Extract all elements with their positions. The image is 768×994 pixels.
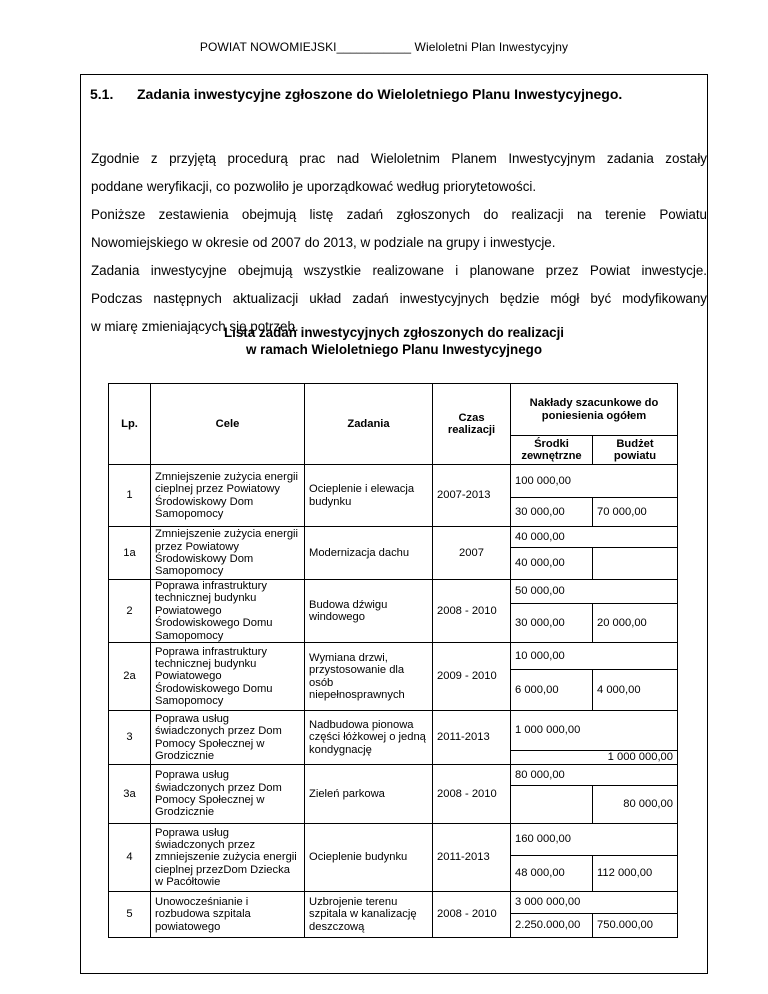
cell-cel: Poprawa usług świadczonych przez Dom Pomocy Społecznej w Grodzicznie	[151, 711, 305, 765]
cell-cel: Zmniejszenie zużycia energii cieplnej przez Powiatowy Środowiskowy Dom Samopomocy	[151, 465, 305, 527]
cell-lp: 1	[109, 465, 151, 527]
cell-budzet: 750.000,00	[593, 914, 678, 938]
cell-zadanie: Zieleń parkowa	[305, 765, 433, 824]
table-row	[109, 580, 678, 604]
cell-srodki: 6 000,00	[511, 670, 593, 711]
cell-total: 3 000 000,00	[511, 892, 678, 914]
cell-total: 80 000,00	[511, 765, 678, 786]
page-header: POWIAT NOWOMIEJSKI___________ Wieloletni Plan Inwestycyjny	[199, 40, 569, 54]
table-title	[80, 324, 708, 358]
cell-zadanie: Ocieplenie i elewacja budynku	[305, 465, 433, 527]
cell-czas: 2011-2013	[433, 824, 511, 892]
cell-cel: Unowocześnianie i rozbudowa szpitala powiatowego	[151, 892, 305, 938]
cell-total: 40 000,00	[511, 527, 678, 548]
investment-table	[108, 383, 678, 938]
cell-czas: 2007-2013	[433, 465, 511, 527]
cell-total: 50 000,00	[511, 580, 678, 604]
paragraph-line: Nowomiejskiego w okresie od 2007 do 2013, w podziale na grupy i inwestycje.	[91, 235, 556, 250]
cell-lp: 2	[109, 580, 151, 643]
cell-srodki: 2.250.000,00	[511, 914, 593, 938]
cell-zadanie: Uzbrojenie terenu szpitala w kanalizację deszczową	[305, 892, 433, 938]
header-budzet: Budżet powiatu	[593, 436, 678, 465]
cell-budzet	[593, 548, 678, 580]
section-title: Zadania inwestycyjne zgłoszone do Wieloletniego Planu Inwestycyjnego.	[137, 86, 623, 102]
table-row	[109, 643, 678, 670]
cell-budzet: 20 000,00	[593, 604, 678, 643]
cell-srodki: 30 000,00	[511, 498, 593, 527]
header-czas: Czas realizacji	[433, 384, 511, 465]
cell-czas: 2007	[433, 527, 511, 580]
header-zadania: Zadania	[305, 384, 433, 465]
table-title-line1: Lista zadań inwestycyjnych zgłoszonych do realizacji	[223, 325, 565, 340]
paragraph-line: poddane weryfikacji, co pozwoliło je uporządkować według priorytetowości.	[91, 179, 537, 194]
table-row	[109, 711, 678, 751]
cell-srodki: 30 000,00	[511, 604, 593, 643]
cell-lp: 1a	[109, 527, 151, 580]
table-row	[109, 765, 678, 786]
cell-czas: 2011-2013	[433, 711, 511, 765]
cell-cel: Poprawa infrastruktury technicznej budynku Powiatowego Środowiskowego Domu Samopomocy	[151, 580, 305, 643]
cell-budzet: 112 000,00	[593, 856, 678, 892]
paragraph-line: Podczas następnych aktualizacji układ zadań inwestycyjnych będzie mógł być modyfikowany	[91, 291, 707, 306]
cell-srodki: 40 000,00	[511, 548, 593, 580]
cell-srodki	[511, 751, 593, 765]
cell-lp: 4	[109, 824, 151, 892]
table-row	[109, 824, 678, 856]
cell-srodki	[511, 786, 593, 824]
cell-czas: 2009 - 2010	[433, 643, 511, 711]
cell-lp: 2a	[109, 643, 151, 711]
cell-zadanie: Nadbudowa pionowa części łóżkowej o jedną kondygnację	[305, 711, 433, 765]
cell-zadanie: Budowa dźwigu windowego	[305, 580, 433, 643]
paragraph-line: Zadania inwestycyjne obejmują wszystkie realizowane i planowane przez Powiat inwestycje.	[91, 263, 707, 278]
paragraph-line: Poniższe zestawienia obejmują listę zadań zgłoszonych do realizacji na terenie Powiatu	[91, 207, 707, 222]
cell-lp: 3a	[109, 765, 151, 824]
cell-total: 100 000,00	[511, 465, 678, 498]
table-title-line2: w ramach Wieloletniego Planu Inwestycyjnego	[245, 342, 543, 357]
cell-budzet: 4 000,00	[593, 670, 678, 711]
cell-czas: 2008 - 2010	[433, 765, 511, 824]
paragraph-line: Zgodnie z przyjętą procedurą prac nad Wieloletnim Planem Inwestycyjnym zadania zostały	[91, 151, 707, 166]
cell-lp: 3	[109, 711, 151, 765]
paragraph-line: w miarę zmieniających się potrzeb.	[91, 319, 299, 334]
cell-czas: 2008 - 2010	[433, 580, 511, 643]
cell-cel: Poprawa infrastruktury technicznej budynku Powiatowego Środowiskowego Domu Samopomocy	[151, 643, 305, 711]
cell-budzet: 1 000 000,00	[593, 751, 678, 765]
cell-lp: 5	[109, 892, 151, 938]
cell-czas: 2008 - 2010	[433, 892, 511, 938]
table-row	[109, 465, 678, 498]
cell-zadanie: Ocieplenie budynku	[305, 824, 433, 892]
cell-budzet: 70 000,00	[593, 498, 678, 527]
cell-budzet: 80 000,00	[593, 786, 678, 824]
header-lp: Lp.	[109, 384, 151, 465]
table-row	[109, 527, 678, 548]
cell-total: 160 000,00	[511, 824, 678, 856]
cell-zadanie: Modernizacja dachu	[305, 527, 433, 580]
cell-srodki: 48 000,00	[511, 856, 593, 892]
cell-cel: Poprawa usług świadczonych przez Dom Pomocy Społecznej w Grodzicznie	[151, 765, 305, 824]
table-row	[109, 892, 678, 914]
header-naklady: Nakłady szacunkowe do poniesienia ogółem	[511, 384, 678, 436]
cell-zadanie: Wymiana drzwi, przystosowanie dla osób niepełnosprawnych	[305, 643, 433, 711]
cell-cel: Zmniejszenie zużycia energii przez Powiatowy Środowiskowy Dom Samopomocy	[151, 527, 305, 580]
section-number: 5.1.	[90, 86, 114, 102]
header-cele: Cele	[151, 384, 305, 465]
cell-cel: Poprawa usług świadczonych przez zmniejszenie zużycia energii cieplnej przezDom Dziecka w Pacółtowie	[151, 824, 305, 892]
cell-total: 1 000 000,00	[511, 711, 678, 751]
header-srodki: Środki zewnętrzne	[511, 436, 593, 465]
cell-total: 10 000,00	[511, 643, 678, 670]
